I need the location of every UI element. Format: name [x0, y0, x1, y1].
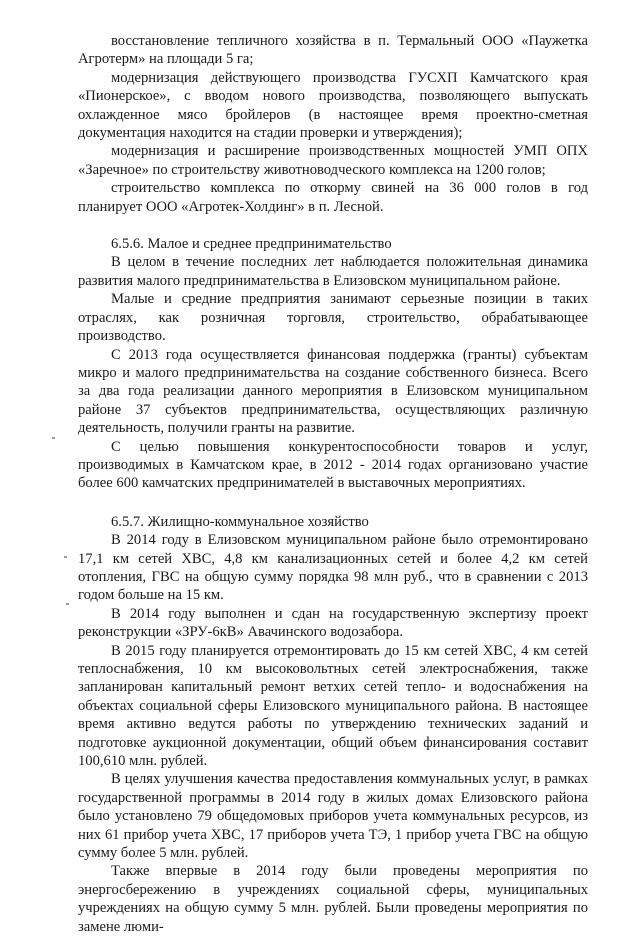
section-small-medium-business — [78, 235, 588, 493]
paragraph: В 2015 году планируется отремонтировать до 15 км сетей ХВС, 4 км сетей теплоснабжения, 10 км высоковольтных сетей электроснабжения, также запланирован капитальный ремонт ветхих сетей тепло- и водоснабжения на объектах социальной сферы Елизовского муниципального района. В настоящее время активно ведутся работы по утверждению технических заданий и подготовке аукционной документации, общий объем финансирования составит 100,610 млн. рублей. — [78, 642, 588, 770]
paragraph: Также впервые в 2014 году были проведены мероприятия по энергосбережению в учреждениях социальной сферы, муниципальных учреждениях на общую сумму 5 млн. рублей. Были проведены мероприятия по замене люми- — [78, 863, 588, 935]
intro-list — [78, 32, 588, 216]
list-item: модернизация и расширение производственных мощностей УМП ОПХ «Заречное» по строительству животноводческого комплекса на 1200 голов; — [78, 143, 588, 178]
scan-speck — [66, 603, 69, 605]
paragraph: С 2013 года осуществляется финансовая поддержка (гранты) субъектам микро и малого предпринимательства на создание собственного бизнеса. Всего за два года реализации данного мероприятия в Елизовском муниципальном районе 37 субъектов предпринимательства, осуществляющих различную деятельность, получили гранты на развитие. — [78, 346, 588, 437]
list-item: модернизация действующего производства ГУСХП Камчатского края «Пионерское», с вводом нового производства, позволяющего выпускать охлажденное мясо бройлеров (в настоящее время проектно-сметная документация находится на стадии проверки и утверждения); — [78, 69, 588, 142]
paragraph: В 2014 году выполнен и сдан на государственную экспертизу проект реконструкции «ЗРУ-6кВ» Авачинского водозабора. — [78, 605, 588, 641]
paragraph: В целях улучшения качества предоставления коммунальных услуг, в рамках государственной программы в 2014 году в жилых домах Елизовского района было установлено 79 общедомовых приборов учета коммунальных ресурсов, из них 61 прибор учета ХВС, 17 приборов учета ТЭ, 1 прибор учета ГВС на общую сумму более 5 млн. рублей. — [78, 771, 588, 862]
paragraph: Малые и средние предприятия занимают серьезные позиции в таких отраслях, как розничная торговля, строительство, обрабатывающее производство. — [78, 291, 588, 345]
paragraph: В 2014 году в Елизовском муниципальном районе было отремонтировано 17,1 км сетей ХВС, 4,8 км канализационных сетей и более 4,2 км сетей отопления, ГВС на общую сумму порядка 98 млн руб., что в сравнении с 2013 годом больше на 15 км. — [78, 532, 588, 604]
list-item: восстановление тепличного хозяйства в п. Термальный ООО «Паужетка Агротерм» на площади 5 га; — [78, 33, 588, 68]
section-heading: 6.5.7. Жилищно-коммунальное хозяйство — [111, 513, 369, 530]
paragraph: В целом в течение последних лет наблюдается положительная динамика развития малого предпринимательства в Елизовском муниципальном районе. — [78, 254, 588, 289]
scan-speck — [52, 437, 55, 439]
document-body — [78, 32, 588, 936]
scan-speck — [64, 556, 67, 558]
list-item: строительство комплекса по откорму свиней на 36 000 голов в год планирует ООО «Агротек-Холдинг» в п. Лесной. — [78, 180, 588, 215]
paragraph: С целью повышения конкурентоспособности товаров и услуг, производимых в Камчатском крае, в 2012 - 2014 годах организовано участие более 600 камчатских предпринимателей в выставочных мероприятиях. — [78, 438, 588, 492]
section-housing-utilities — [78, 513, 588, 936]
section-heading: 6.5.6. Малое и среднее предпринимательство — [111, 236, 392, 253]
